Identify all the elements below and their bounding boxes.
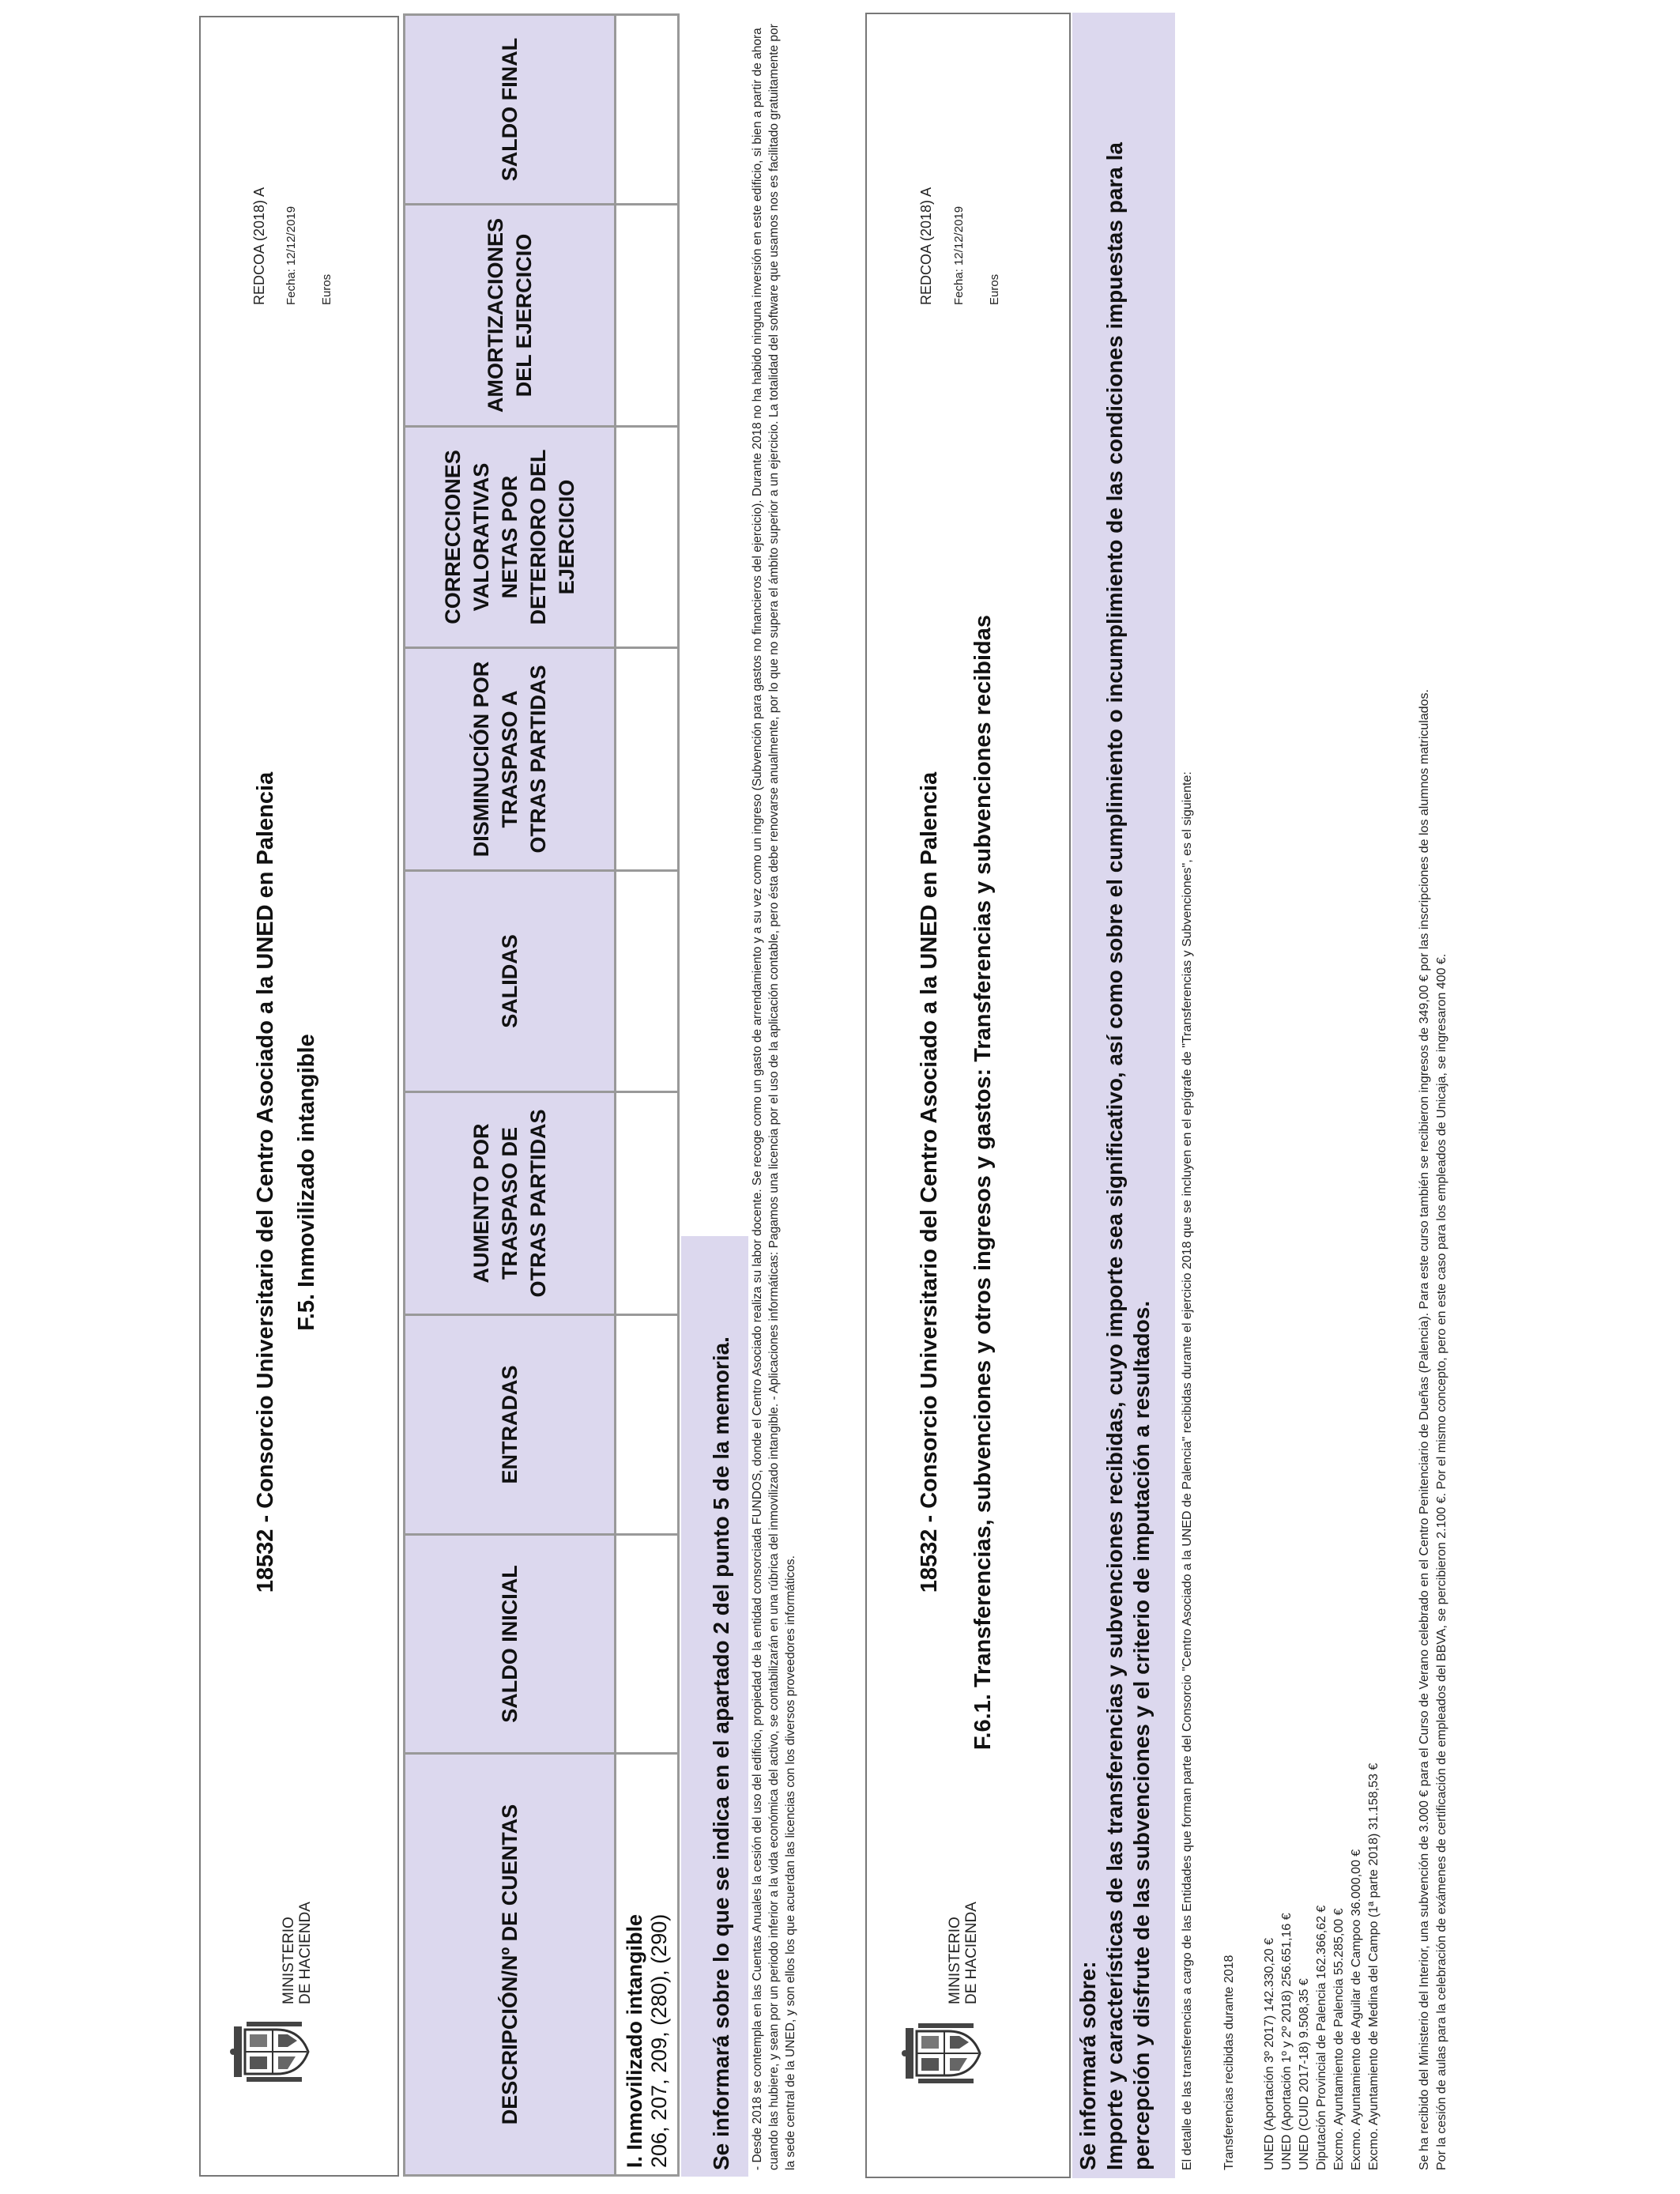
section2-info-text: Importe y características de las transferencias y subvenciones recibidas, cuyo importe sea significativo, así como sobre el cumplimiento o incumplimiento de las condiciones impuestas para la percepción y disfrute de las subvenciones y el criterio de imputación a resultados. [1102,141,1154,2170]
cell-amortizaciones [616,205,679,427]
section2-title: 18532 - Consorcio Universitario del Centro Asociado a la UNED en Palencia [917,771,942,1593]
ministerio-label: MINISTERIO DE HACIENDA [947,1902,980,2004]
table-row [616,15,679,2176]
col-descripcion: DESCRIPCIÓN/Nº DE CUENTAS [405,1754,616,2176]
col-saldo-inicial: SALDO INICIAL [405,1535,616,1754]
list-item: Excmo. Ayuntamiento de Medina del Campo (1ª parte 2018) 31.158,53 € [1367,1762,1381,2170]
section2-header-box [865,13,1071,2178]
section2-subtitle: F.6.1. Transferencias, subvenciones y otros ingresos y gastos: Transferencias y subvenciones recibidas [970,614,996,1751]
cell-disminucion [616,648,679,871]
euros-label: Euros [988,273,1001,305]
fecha-label: Fecha: 12/12/2019 [284,205,298,305]
list-item: UNED (Aportación 1º y 2º 2018) 256.651,16 € [1280,1913,1294,2170]
cell-entradas [616,1315,679,1535]
list-item: Diputación Provincial de Palencia 162.366,62 € [1315,1905,1328,2170]
col-amortizaciones: AMORTIZACIONES DEL EJERCICIO [405,205,616,427]
inmovilizado-table [403,13,680,2177]
coat-of-arms-emblem-icon [229,2020,316,2083]
list-item: UNED (CUID 2017-18) 9.508,35 € [1298,1978,1311,2170]
col-aumento-traspaso: AUMENTO POR TRASPASO DE OTRAS PARTIDAS [405,1092,616,1315]
cell-aumento [616,1092,679,1315]
closing-note: Se ha recibido del Ministerio del Interior, una subvención de 3.000 € para el Curso de Verano celebrado en el Centro Penitenciario de Dueñas (Palencia). Para este curso también se recibieron ingresos de 349,00 € por las inscripciones de los alumnos matriculados. [1418,689,1431,2170]
col-salidas: SALIDAS [405,871,616,1092]
transfer-list-title: Transferencias recibidas durante 2018 [1222,1955,1236,2170]
list-item: UNED (Aportación 3º 2017) 142.330,20 € [1263,1937,1276,2170]
row-label: I. Inmovilizado intangible [622,1913,646,2168]
transfer-list [1261,1763,1383,2170]
section1-subtitle: F.5. Inmovilizado intangible [294,1034,319,1331]
cell-correcciones [616,427,679,648]
list-item: Excmo. Ayuntamiento de Palencia 55.285,00 € [1332,1908,1346,2170]
col-saldo-final: SALDO FINAL [405,15,616,205]
redcoa-code: REDCOA (2018) A [918,187,934,305]
col-entradas: ENTRADAS [405,1315,616,1535]
fecha-label: Fecha: 12/12/2019 [952,205,966,305]
closing-notes [1416,689,1451,2170]
redcoa-code: REDCOA (2018) A [251,187,267,305]
section1-info-heading: Se informará sobre lo que se indica en el apartado 2 del punto 5 de la memoria. [709,1336,733,2170]
section1-title: 18532 - Consorcio Universitario del Centro Asociado a la UNED en Palencia [253,771,278,1593]
cell-saldo-final [616,15,679,205]
coat-of-arms-emblem-icon [901,2022,988,2085]
col-disminucion-traspaso: DISMINUCIÓN POR TRASPASO A OTRAS PARTIDAS [405,648,616,871]
section2-detail-intro: El detalle de las transferencias a cargo de las Entidades que forman parte del Consorcio "Centro Asociado a la UNED de Palencia" recibidas durante el ejercicio 2018 que se incluyen en el epígrafe de "Transferencias y Subvenciones", es el siguiente: [1181,771,1194,2170]
cell-saldo-inicial [616,1535,679,1754]
col-correcciones: CORRECCIONES VALORATIVAS NETAS POR DETERIORO DEL EJERCICIO [405,427,616,648]
section2-info-label: Se informará sobre: [1075,1961,1100,2170]
ministerio-label: MINISTERIO DE HACIENDA [281,1902,314,2004]
euros-label: Euros [320,273,333,305]
list-item: Excmo. Ayuntamiento de Aguilar de Campoo 36.000,00 € [1350,1849,1363,2170]
row-accounts: 206, 207, 209, (280), (290) [646,1913,671,2168]
row-label-cell [616,1754,679,2176]
closing-note: Por la cesión de aulas para la celebración de exámenes de certificación de empleados del BBVA, se percibieron 2.100 €. Por el mismo concepto, pero en este caso para los empleados de Unicaja, se ingresaron 400 €. [1435,953,1448,2170]
cell-salidas [616,871,679,1092]
section1-notes: - Desde 2018 se contempla en las Cuentas Anuales la cesión del uso del edificio, propiedad de la entidad consorciada FUNDOS, donde el Centro Asociado realiza su labor docente. Se recoge como un gasto de arrendamiento y a su vez como un ingreso (Subvención para gastos no financieros del ejercicio). Durante 2018 no ha habido ninguna inversión en este edificio, si bien a partir de ahora cuando las hubiere, y sean por un periodo inferior a la vida económica del activo, se contabilizarán en una rúbrica del inmovilizado intangible. - Aplicaciones informáticas: Pagamos una licencia por el uso de la aplicación contable, pero ésta debe renovarse anualmente, por lo que no supera el ámbito superior a un ejercicio. La totalidad del software que usamos nos es facilitado gratuitamente por la sede central de la UNED, y son ellos los que acuerdan las licencias con los diversos proveedores informáticos. [751,24,797,2170]
